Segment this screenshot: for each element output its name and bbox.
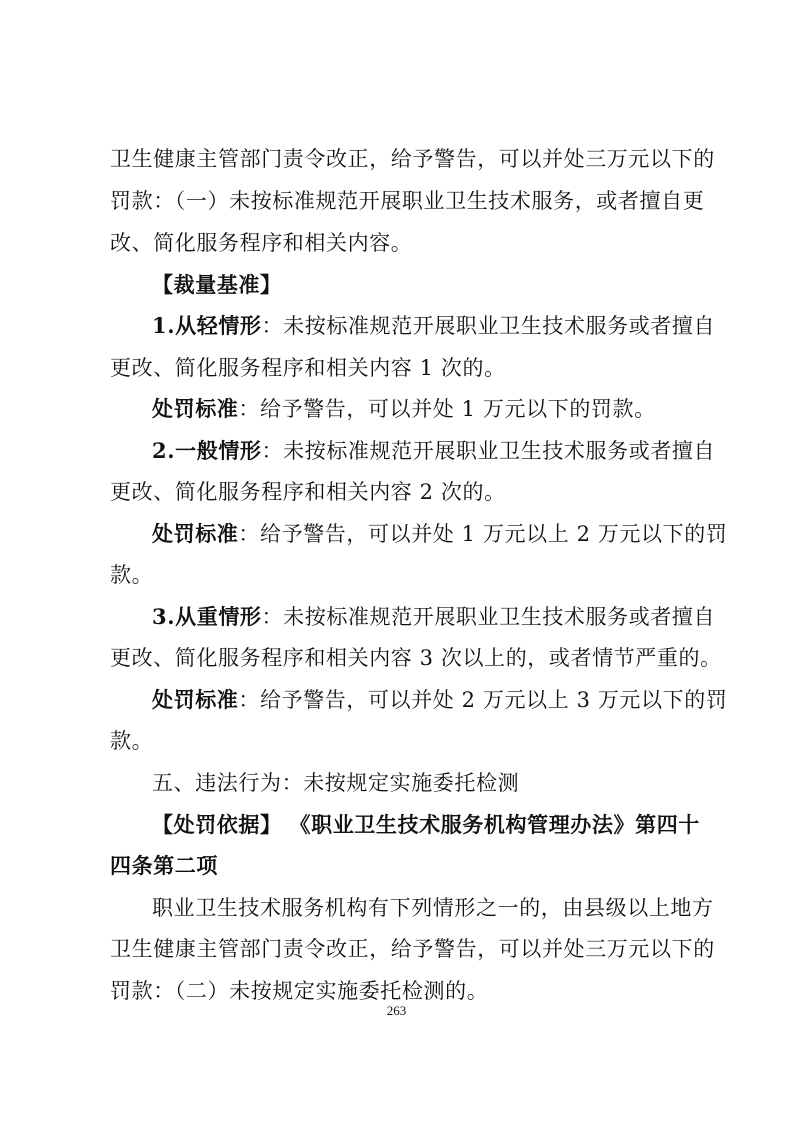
line-text: 职业卫生技术服务机构有下列情形之一的，由县级以上地方 xyxy=(152,896,714,920)
section-heading xyxy=(152,270,692,300)
bold-label: 处罚标准 xyxy=(152,687,239,712)
body-line xyxy=(110,228,690,258)
line-text: ：给予警告，可以并处 1 万元以上 2 万元以下的罚 xyxy=(238,522,728,546)
body-line xyxy=(152,602,716,632)
heading-text: 四条第二项 xyxy=(110,853,218,878)
line-text: 更改、简化服务程序和相关内容 2 次的。 xyxy=(110,480,506,504)
bold-label: 2.一般情形 xyxy=(152,438,262,463)
section-heading xyxy=(152,768,692,798)
heading-text: 【处罚依据】 《职业卫生技术服务机构管理办法》第四十 xyxy=(152,812,700,837)
line-text: 罚款：（二）未按规定实施委托检测的。 xyxy=(110,979,489,1003)
body-line xyxy=(110,477,690,507)
line-text: 更改、简化服务程序和相关内容 1 次的。 xyxy=(110,356,506,380)
line-text: 款。 xyxy=(110,563,154,587)
body-line xyxy=(110,144,715,174)
body-line xyxy=(152,685,728,715)
line-text: 改、简化服务程序和相关内容。 xyxy=(110,231,413,255)
body-line xyxy=(152,519,728,549)
body-line xyxy=(110,643,722,673)
body-line xyxy=(152,311,716,341)
section-heading xyxy=(110,851,690,881)
body-line xyxy=(110,186,705,216)
line-text: 卫生健康主管部门责令改正，给予警告，可以并处三万元以下的 xyxy=(110,937,715,961)
body-line xyxy=(110,934,715,964)
line-text: 更改、简化服务程序和相关内容 3 次以上的，或者情节严重的。 xyxy=(110,646,722,670)
line-text: 卫生健康主管部门责令改正，给予警告，可以并处三万元以下的 xyxy=(110,147,715,171)
body-line xyxy=(110,353,690,383)
body-line xyxy=(152,394,692,424)
body-line xyxy=(110,560,690,590)
line-text: ：给予警告，可以并处 1 万元以下的罚款。 xyxy=(238,397,656,421)
line-text: 款。 xyxy=(110,729,154,753)
heading-text: 【裁量基准】 xyxy=(152,272,282,297)
section-heading xyxy=(152,810,700,840)
page-number: 263 xyxy=(386,1003,407,1018)
body-line xyxy=(152,436,716,466)
heading-text: 五、违法行为：未按规定实施委托检测 xyxy=(152,771,520,795)
bold-label: 3.从重情形 xyxy=(152,604,262,629)
line-text: ：未按标准规范开展职业卫生技术服务或者擅自 xyxy=(261,439,716,463)
line-text: 罚款：（一）未按标准规范开展职业卫生技术服务，或者擅自更 xyxy=(110,189,705,213)
bold-label: 处罚标准 xyxy=(152,396,239,421)
line-text: ：未按标准规范开展职业卫生技术服务或者擅自 xyxy=(261,605,716,629)
body-line xyxy=(152,893,714,923)
bold-label: 1.从轻情形 xyxy=(152,313,262,338)
line-text: ：未按标准规范开展职业卫生技术服务或者擅自 xyxy=(261,314,716,338)
line-text: ：给予警告，可以并处 2 万元以上 3 万元以下的罚 xyxy=(238,688,728,712)
body-line xyxy=(110,726,690,756)
bold-label: 处罚标准 xyxy=(152,521,239,546)
body-line xyxy=(110,976,690,1006)
